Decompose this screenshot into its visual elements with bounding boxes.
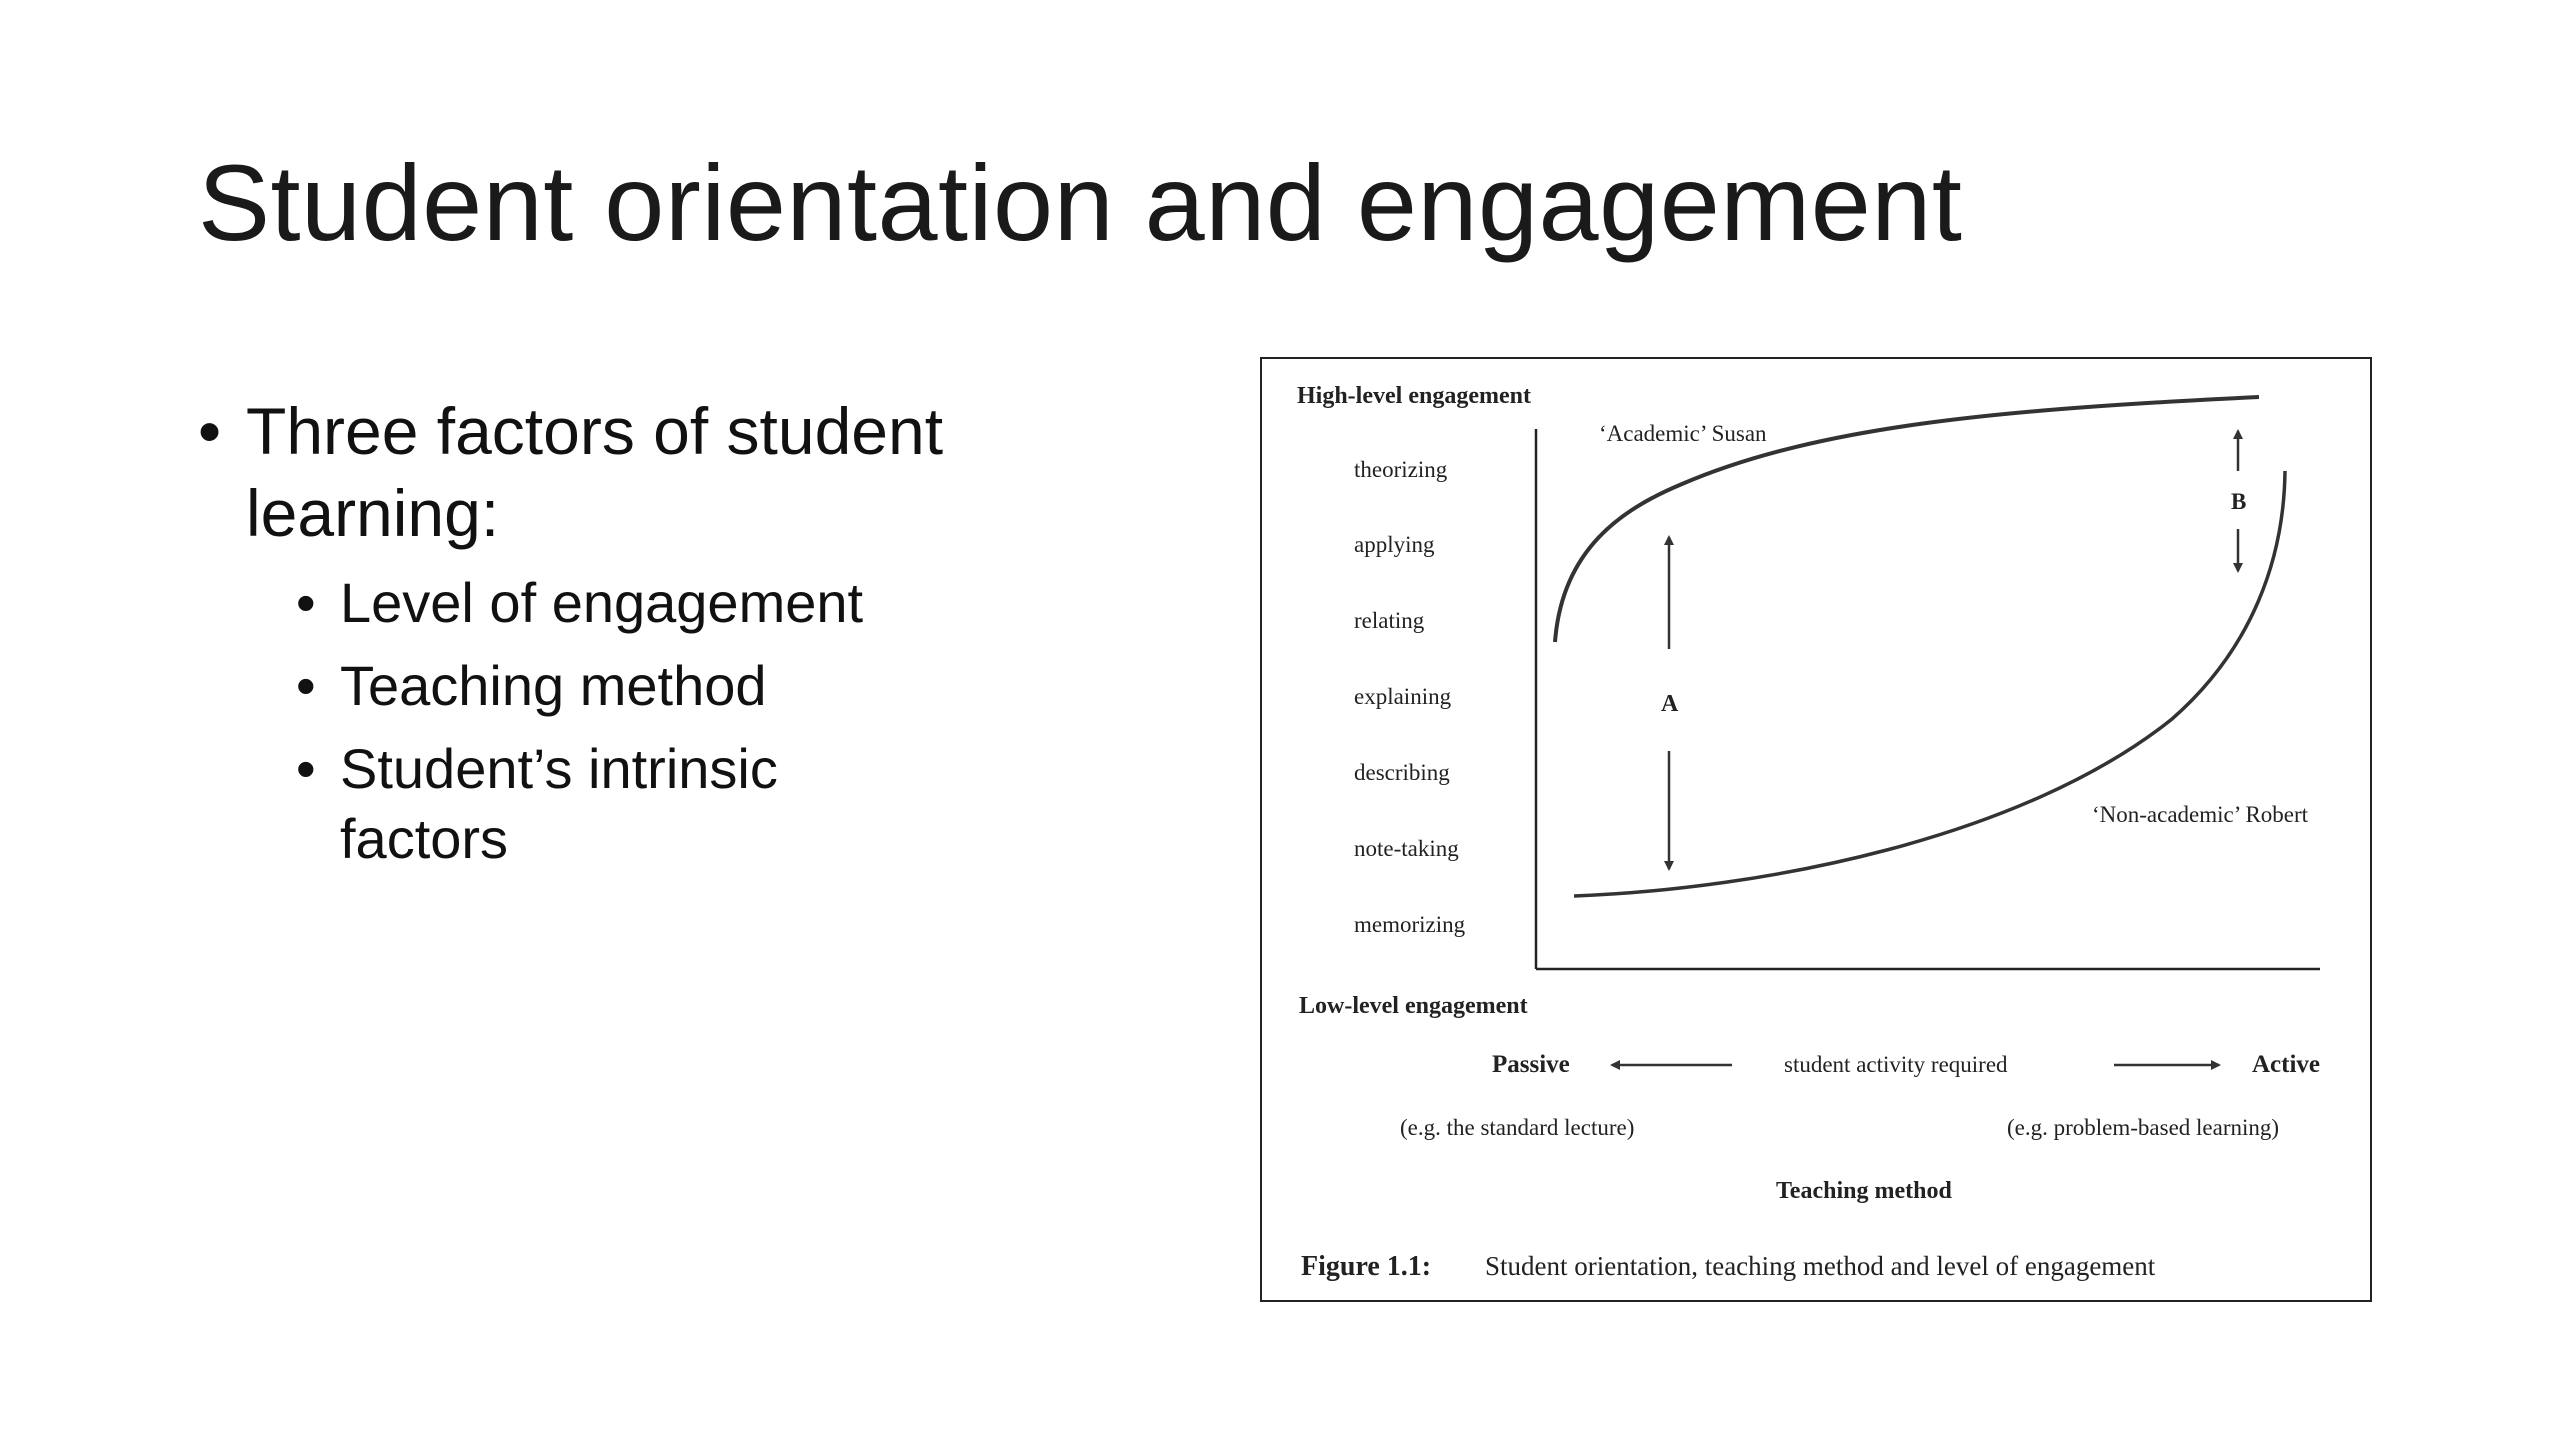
passive-label: Passive xyxy=(1492,1051,1570,1078)
level-label: memorizing xyxy=(1354,912,1466,937)
sub-bullet-item xyxy=(296,568,1098,638)
robert-curve xyxy=(1574,471,2285,896)
x-axis-title: Teaching method xyxy=(1776,1178,1952,1204)
caption-text: Student orientation, teaching method and level of engagement xyxy=(1485,1251,2156,1281)
active-label: Active xyxy=(2252,1051,2321,1078)
sub-bullet-list xyxy=(198,568,1098,874)
sub-bullet-text: Teaching method xyxy=(340,654,767,717)
level-label: theorizing xyxy=(1354,457,1448,482)
susan-label: ‘Academic’ Susan xyxy=(1599,421,1767,446)
bullet-list xyxy=(198,390,1098,887)
slide-title: Student orientation and engagement xyxy=(198,142,1963,263)
active-example: (e.g. problem-based learning) xyxy=(2007,1115,2280,1140)
bullet-dot-icon: • xyxy=(198,394,222,468)
sub-bullet-text: Level of engagement xyxy=(340,571,864,634)
sub-bullet-item xyxy=(296,651,1098,721)
level-label: note-taking xyxy=(1354,836,1459,861)
caption-label: Figure 1.1: xyxy=(1301,1251,1432,1282)
passive-example: (e.g. the standard lecture) xyxy=(1400,1115,1635,1140)
engagement-figure xyxy=(1260,357,2372,1302)
activity-label: student activity required xyxy=(1784,1052,2008,1077)
level-label: applying xyxy=(1354,532,1435,557)
low-level-label: Low-level engagement xyxy=(1299,993,1528,1019)
sub-bullet-text: Student’s intrinsic factors xyxy=(340,737,778,870)
bullet-dot-icon: • xyxy=(296,737,316,800)
level-label: relating xyxy=(1354,608,1425,633)
bullet-dot-icon: • xyxy=(296,571,316,634)
robert-label: ‘Non-academic’ Robert xyxy=(2092,802,2309,827)
marker-a: A xyxy=(1661,691,1679,717)
bullet-dot-icon: • xyxy=(296,654,316,717)
high-level-label: High-level engagement xyxy=(1297,383,1531,409)
bullet-text: Three factors of student learning: xyxy=(246,394,944,550)
marker-b: B xyxy=(2231,489,2247,514)
figure-diagram xyxy=(1262,359,2370,1300)
bullet-item xyxy=(198,390,1098,554)
level-label: explaining xyxy=(1354,684,1452,709)
sub-bullet-item xyxy=(296,734,900,874)
level-label: describing xyxy=(1354,760,1450,785)
